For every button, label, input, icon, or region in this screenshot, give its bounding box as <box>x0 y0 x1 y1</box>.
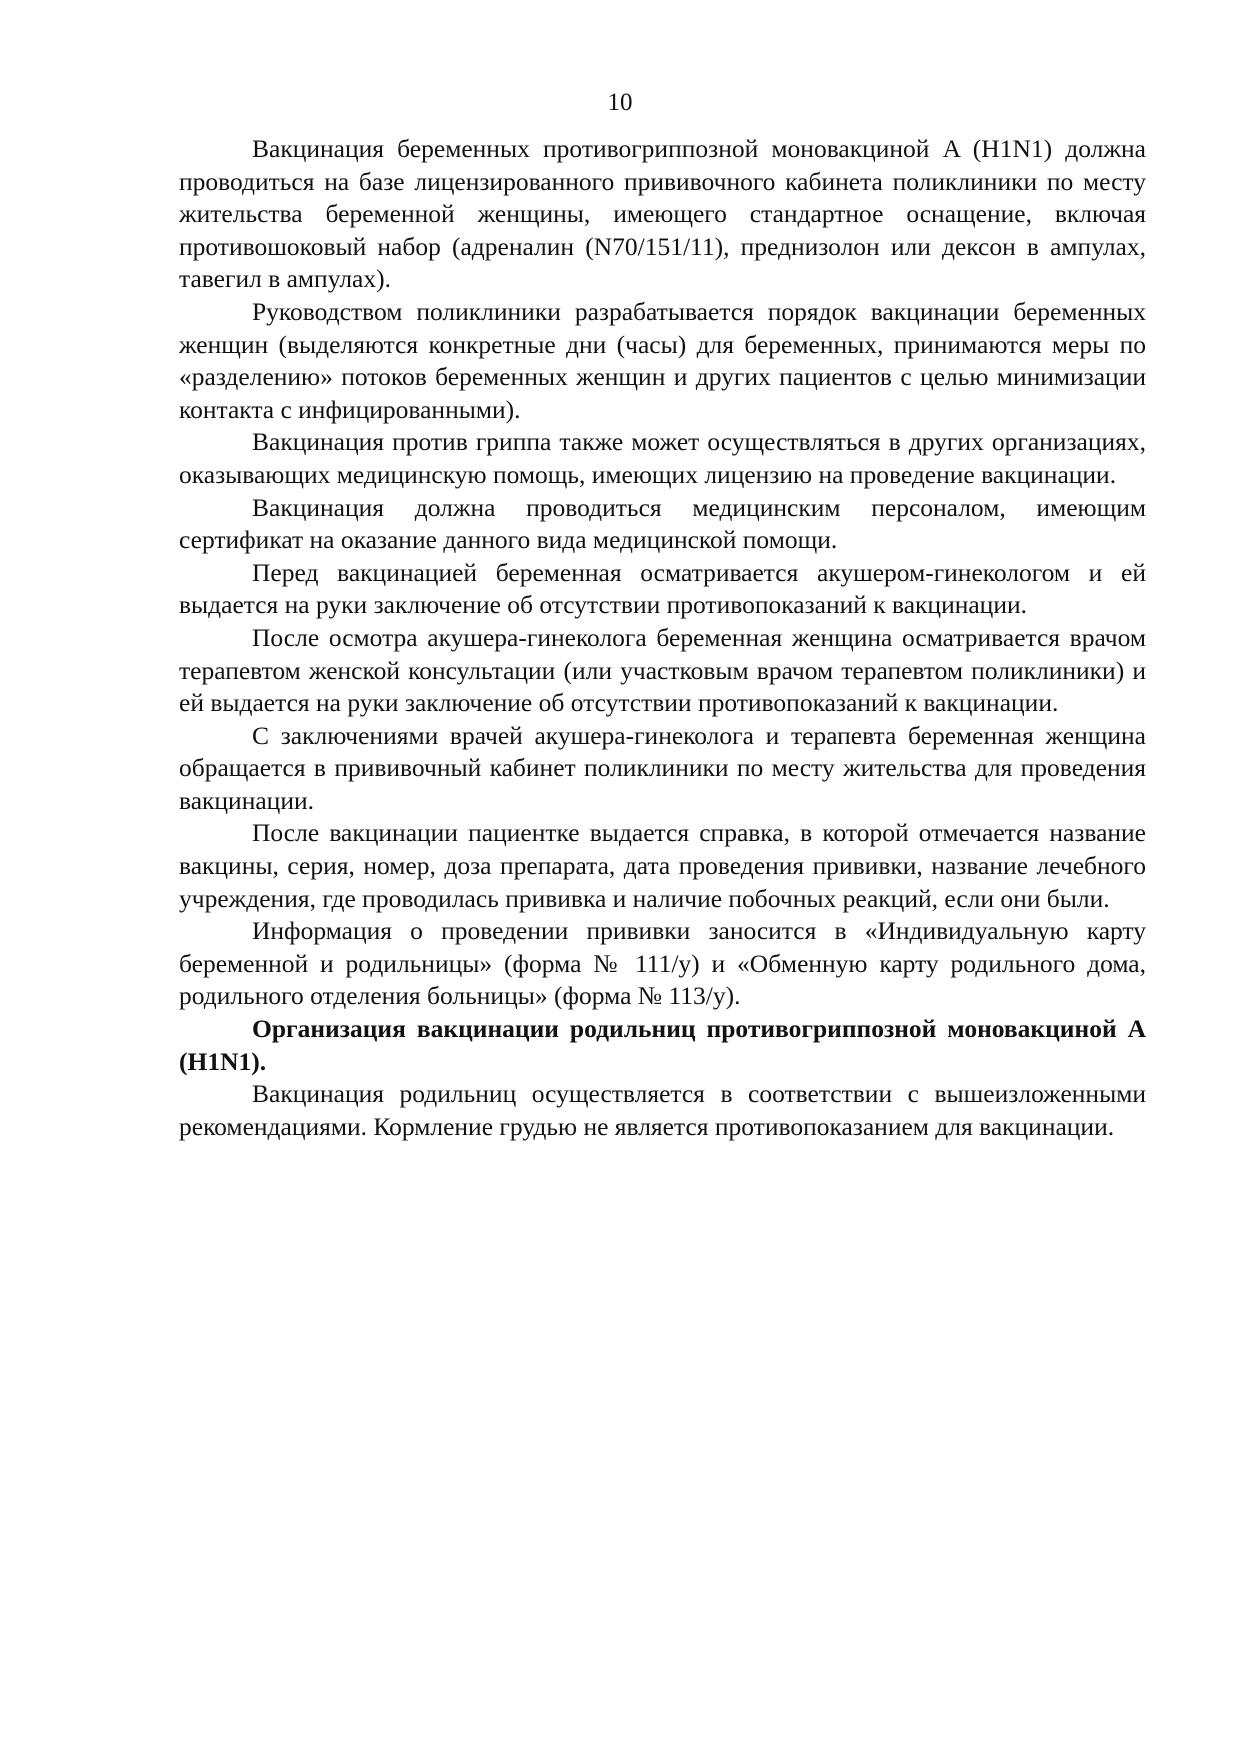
page-number: 10 <box>607 89 633 116</box>
paragraph-postpartum: Вакцинация родильниц осуществляется в соответствии с вышеизложенными рекомендациями. Кормление грудью не является противопоказанием для вакцинации. <box>179 1079 1146 1141</box>
paragraph-records: Информация о проведении прививки заносится в «Индивидуальную карту беременной и родильницы» (форма № 111/у) и «Обменную карту родильного дома, родильного отделения больницы» (форма № 113/у). <box>179 916 1146 1011</box>
paragraph-medical-staff: Вакцинация должна проводиться медицинским персоналом, имеющим сертификат на оказание данного вида медицинской помощи. <box>179 492 1146 555</box>
paragraph-clinic-procedure: Руководством поликлиники разрабатывается порядок вакцинации беременных женщин (выделяются конкретные дни (часы) для беременных, принимаются меры по «разделению» потоков беременных женщин и других пациентов с целью минимизации контакта с инфицированными). <box>179 296 1146 424</box>
paragraph-vaccination-location: Вакцинация беременных противогриппозной моновакциной A (H1N1) должна проводиться на базе лицензированного прививочного кабинета поликлиники по месту жительства беременной женщины, имеющего стандартное оснащение, включая противошоковый набор (адреналин (N70/151/11), преднизолон или дексон в ампулах, тавегил в ампулах). <box>179 134 1146 294</box>
paragraph-other-organizations: Вакцинация против гриппа также может осуществляться в других организациях, оказывающих медицинскую помощь, имеющих лицензию на проведение вакцинации. <box>179 427 1146 489</box>
paragraph-obstetrician-exam: Перед вакцинацией беременная осматривается акушером-гинекологом и ей выдается на руки заключение об отсутствии противопоказаний к вакцинации. <box>179 557 1146 620</box>
section-heading: Организация вакцинации родильниц противогриппозной моновакциной А (H1N1). <box>179 1014 1146 1076</box>
paragraph-referral: С заключениями врачей акушера-гинеколога и терапевта беременная женщина обращается в прививочный кабинет поликлиники по месту жительства для проведения вакцинации. <box>179 720 1146 815</box>
paragraph-therapist-exam: После осмотра акушера-гинеколога беременная женщина осматривается врачом терапевтом женской консультации (или участковым врачом терапевтом поликлиники) и ей выдается на руки заключение об отсутствии противопоказаний к вакцинации. <box>179 622 1146 718</box>
document-body <box>179 133 1146 1143</box>
paragraph-certificate: После вакцинации пациентке выдается справка, в которой отмечается название вакцины, серия, номер, доза препарата, дата проведения прививки, название лечебного учреждения, где проводилась прививка и наличие побочных реакций, если они были. <box>179 818 1146 913</box>
